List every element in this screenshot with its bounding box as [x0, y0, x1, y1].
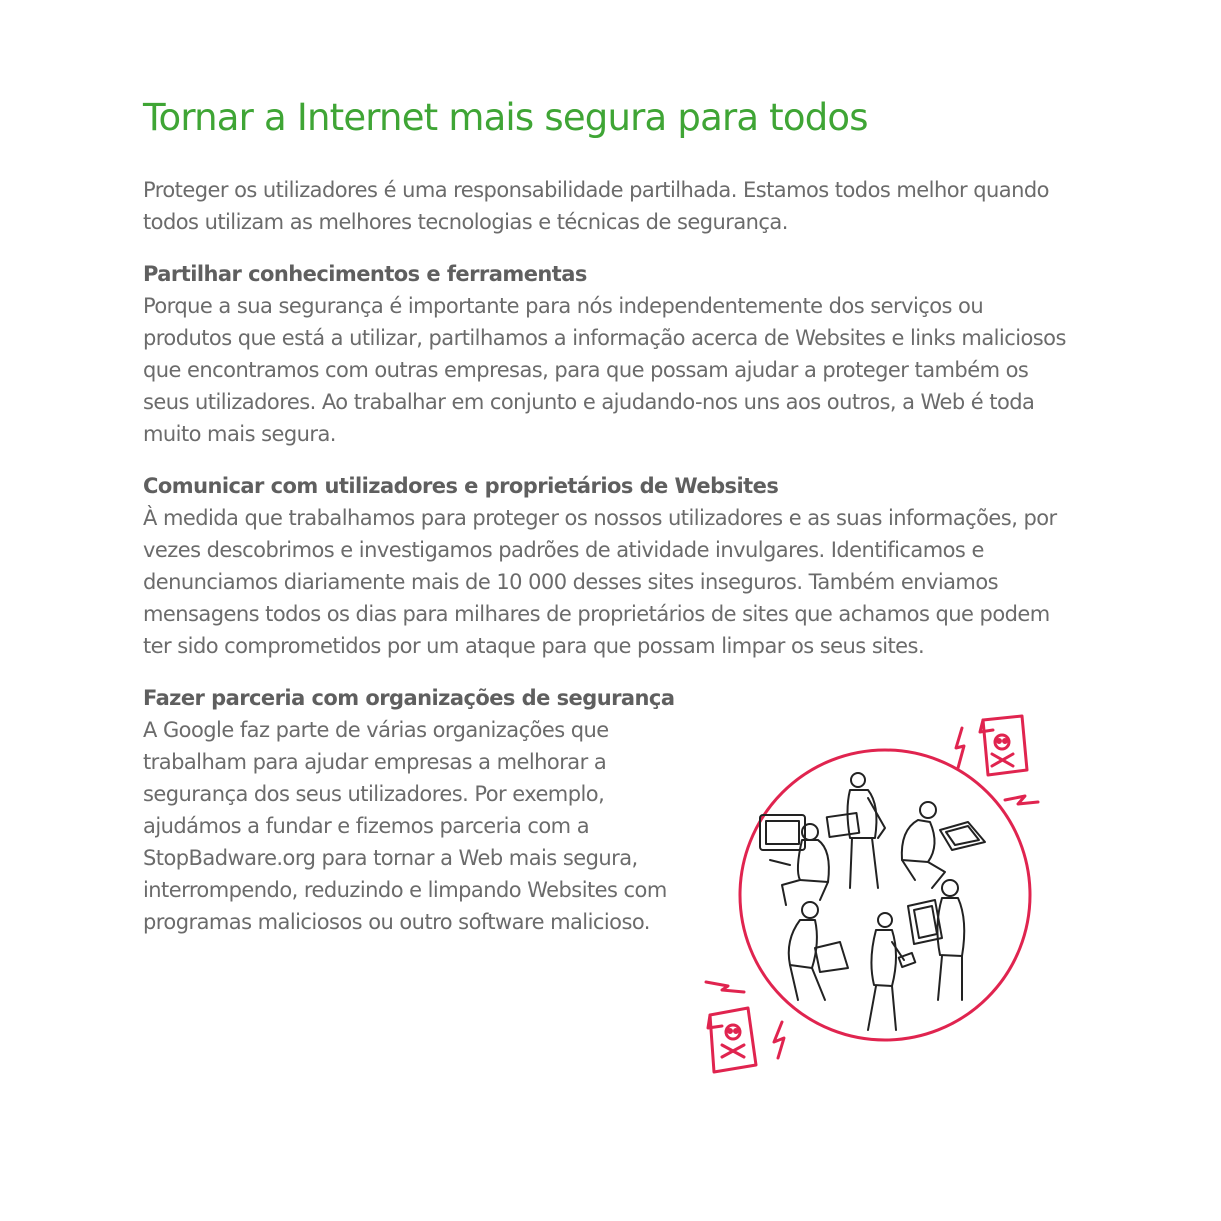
- section-body: Porque a sua segurança é importante para nós independentemente dos serviços ou produtos que está a utilizar, partilhamos a informação acerca de Websites e links maliciosos que encontramos com outras empresas, para que possam ajudar a proteger também os seus utilizadores. Ao trabalhar em conjunto e ajudando-nos uns aos outros, a Web é toda muito mais segura.: [143, 294, 1066, 446]
- section-partnership: [143, 682, 703, 938]
- lightning-icon: [706, 982, 744, 992]
- person-with-laptop: [789, 902, 848, 1000]
- person-with-laptop: [902, 802, 985, 888]
- intro-paragraph: Proteger os utilizadores é uma responsabilidade partilhada. Estamos todos melhor quando todos utilizam as melhores tecnologias e técnicas de segurança.: [143, 178, 1049, 234]
- malware-file-icon: [708, 1008, 756, 1072]
- security-illustration: [700, 710, 1070, 1080]
- section-body: A Google faz parte de várias organizações que trabalham para ajudar empresas a melhorar a segurança dos seus utilizadores. Por exemplo, ajudámos a fundar e fizemos parceria com a StopBadware.org para tornar a Web mais segura, interrompendo, reduzindo e limpando Websites com programas maliciosos ou outro software malicioso.: [143, 718, 667, 934]
- people-with-laptops-in-circle-with-malware-files-icon: [700, 710, 1070, 1080]
- section-communicate: [143, 470, 1073, 662]
- person-with-laptop: [908, 880, 964, 1000]
- person-with-phone: [868, 913, 915, 1030]
- lightning-icon: [956, 728, 964, 768]
- lightning-icon: [774, 1022, 784, 1058]
- section-heading: Fazer parceria com organizações de segurança: [143, 686, 675, 710]
- page-title: Tornar a Internet mais segura para todos: [143, 96, 868, 139]
- person-with-monitor: [760, 815, 829, 905]
- person-with-laptop: [827, 773, 885, 888]
- section-heading: Partilhar conhecimentos e ferramentas: [143, 262, 587, 286]
- malware-file-icon: [980, 716, 1027, 775]
- section-heading: Comunicar com utilizadores e proprietários de Websites: [143, 474, 779, 498]
- lightning-icon: [1005, 796, 1038, 804]
- section-body: À medida que trabalhamos para proteger os nossos utilizadores e as suas informações, por vezes descobrimos e investigamos padrões de atividade invulgares. Identificamos e denunciamos diariamente mais de 10 000 desses sites inseguros. Também enviamos mensagens todos os dias para milhares de proprietários de sites que achamos que podem ter sido comprometidos por um ataque para que possam limpar os seus sites.: [143, 506, 1057, 658]
- section-share-knowledge: [143, 258, 1073, 450]
